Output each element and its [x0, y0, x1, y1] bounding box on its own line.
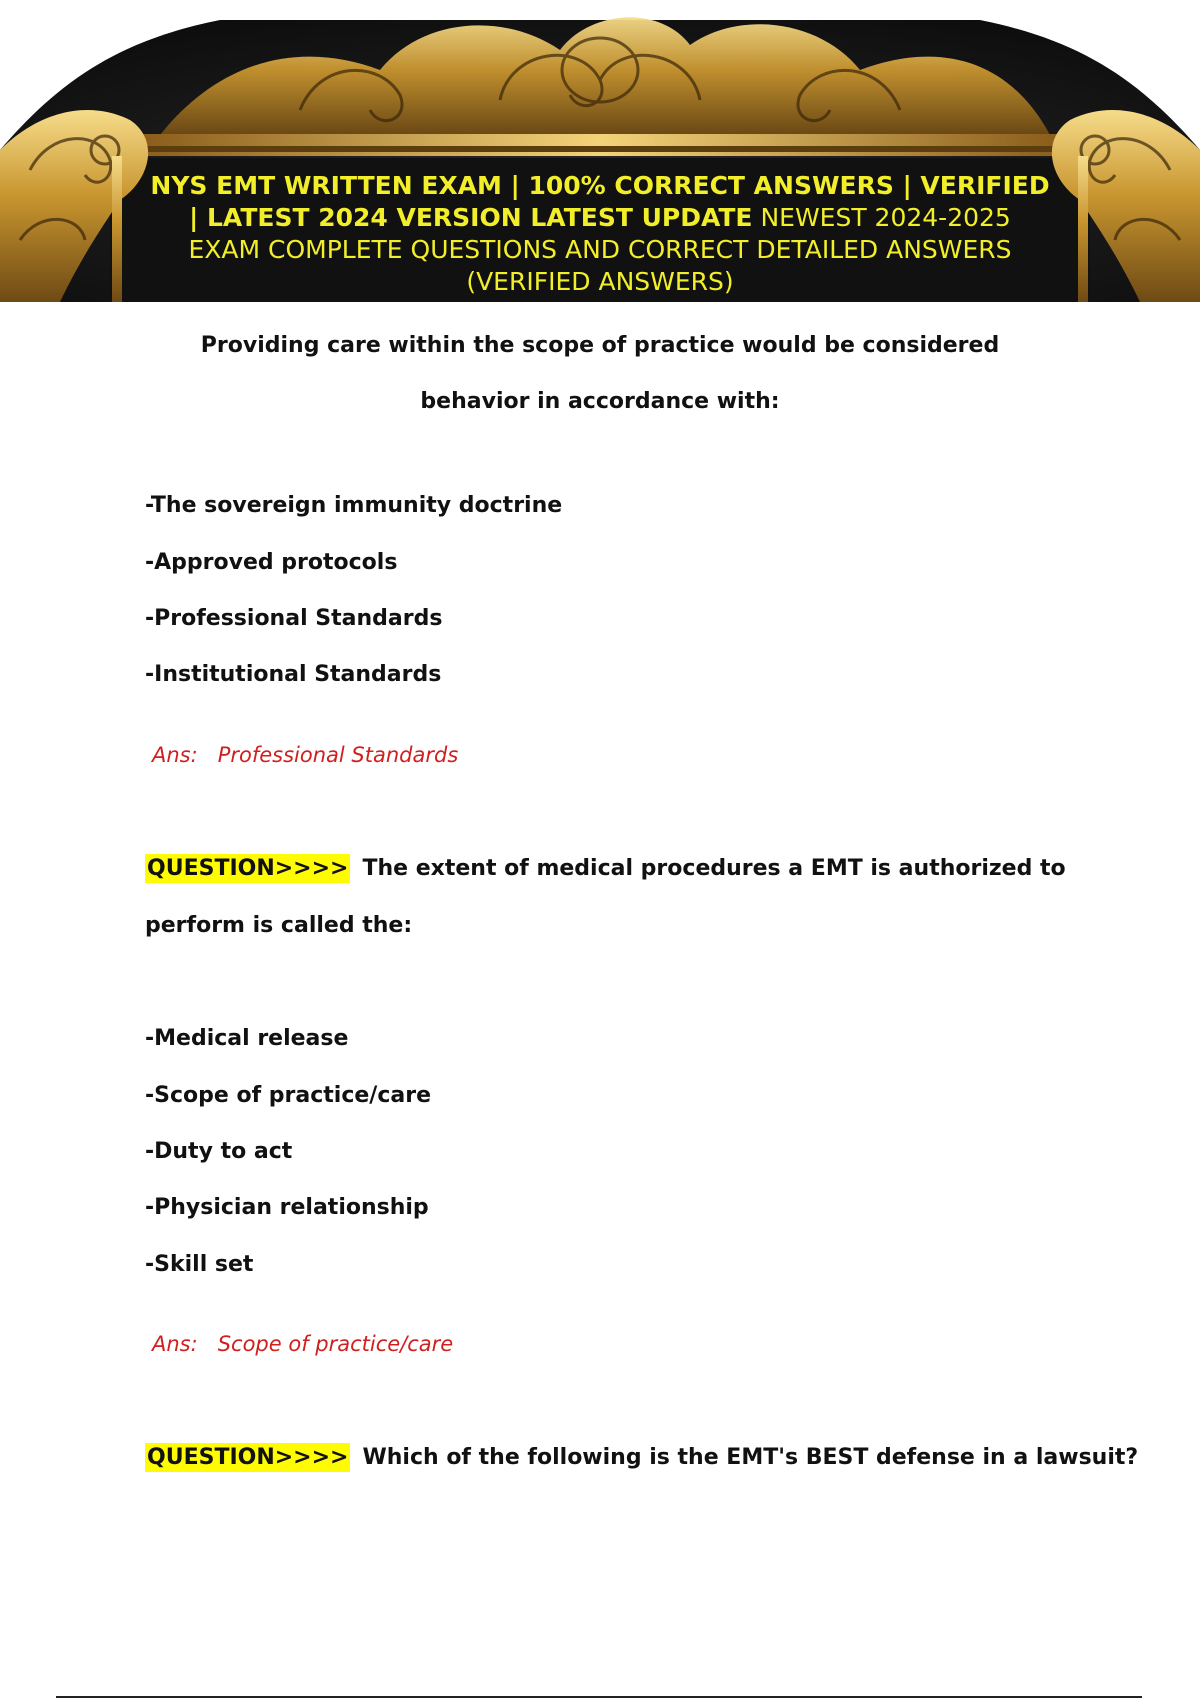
title-regular-part: NEWEST 2024-2025 EXAM COMPLETE QUESTIONS AND CORRECT DETAILED ANSWERS (VERIFIED ANSWERS): [188, 203, 1012, 296]
question-2-line-1: [145, 856, 1066, 881]
question-tag: QUESTION>>>>: [147, 856, 349, 881]
answer-label: Ans:: [152, 1332, 198, 1356]
question-2-option-1: -Medical release: [145, 1026, 349, 1051]
question-1-option-4: -Institutional Standards: [145, 662, 442, 687]
answer-label: Ans:: [152, 743, 198, 767]
question-tag: QUESTION>>>>: [147, 1445, 349, 1470]
question-2-option-5: -Skill set: [145, 1252, 254, 1277]
question-2-option-2: -Scope of practice/care: [145, 1083, 431, 1108]
question-2-line-2: perform is called the:: [145, 913, 413, 938]
question-1-option-2: -Approved protocols: [145, 550, 398, 575]
question-1-answer: [152, 743, 458, 767]
question-2-option-4: -Physician relationship: [145, 1195, 429, 1220]
title-bold-part: NYS EMT WRITTEN EXAM | 100% CORRECT ANSWERS | VERIFIED | LATEST 2024 VERSION LATEST UPDATE: [150, 171, 1050, 232]
question-2-text-1: The extent of medical procedures a EMT is authorized to: [362, 856, 1066, 881]
answer-value: Scope of practice/care: [217, 1332, 454, 1356]
question-3-text-1: Which of the following is the EMT's BEST defense in a lawsuit?: [362, 1445, 1139, 1470]
answer-value: Professional Standards: [217, 743, 459, 767]
question-1-text: Providing care within the scope of practice would be considered behavior in accordance with:: [200, 333, 1000, 414]
question-2-answer: [152, 1332, 453, 1356]
page-bottom-rule: [56, 1696, 1142, 1698]
question-2-option-3: -Duty to act: [145, 1139, 293, 1164]
question-1-option-1: -The sovereign immunity doctrine: [145, 493, 563, 518]
question-1-option-3: -Professional Standards: [145, 606, 443, 631]
question-3-line-1: [145, 1445, 1138, 1470]
